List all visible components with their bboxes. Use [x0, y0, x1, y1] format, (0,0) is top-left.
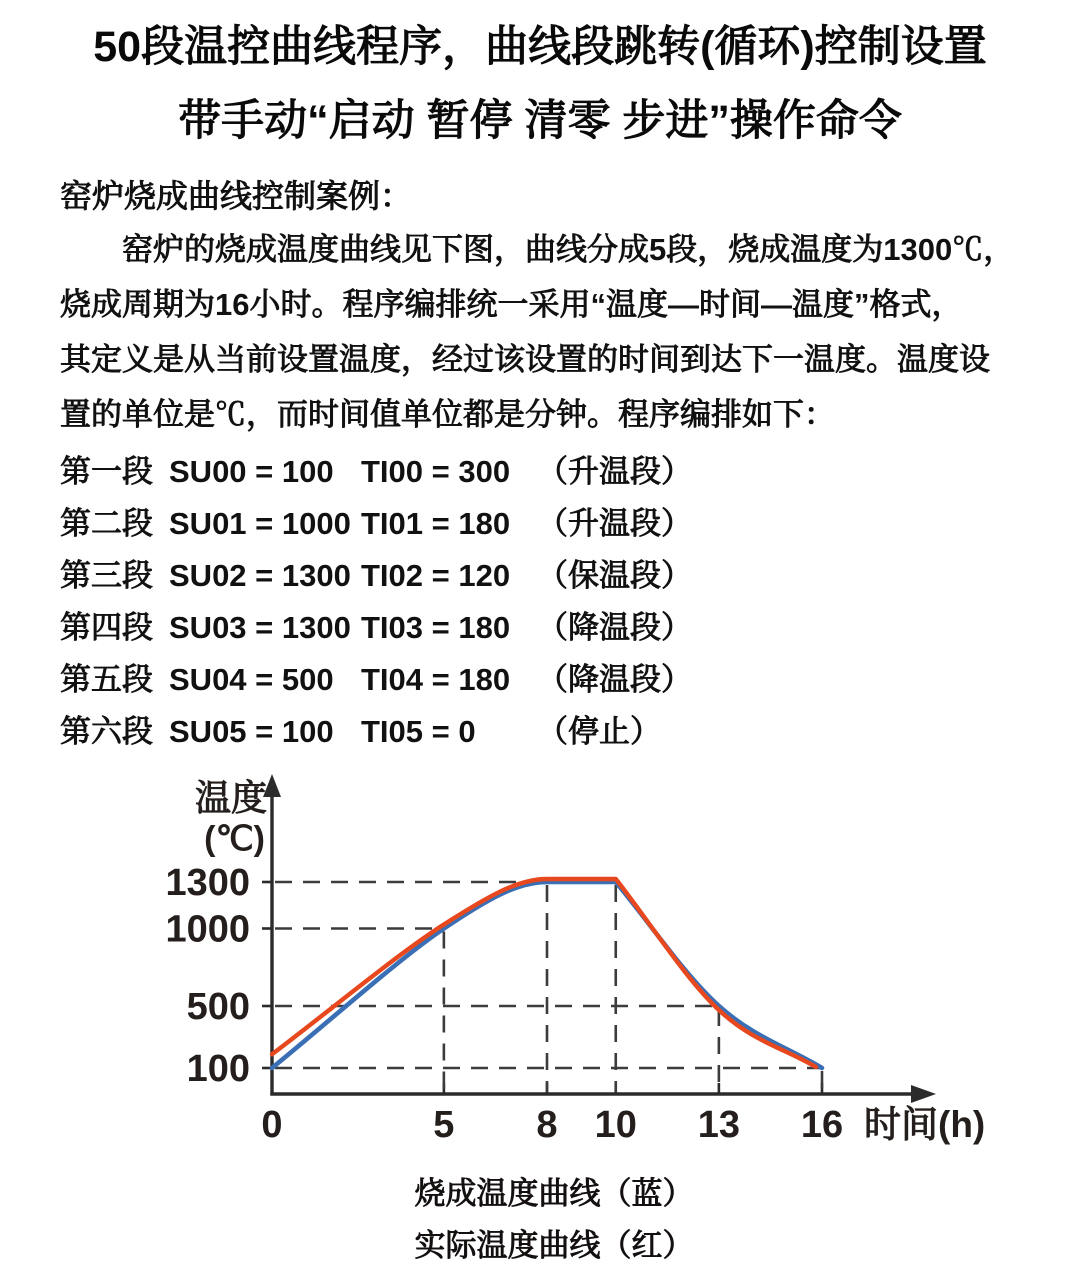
segment-label: 第三段	[60, 558, 153, 593]
su-value: SU01 = 1000	[169, 506, 351, 541]
ti-value: TI03 = 180	[361, 610, 511, 645]
ti-value: TI04 = 180	[361, 662, 511, 697]
x-tick-label: 16	[800, 1104, 844, 1146]
ti-value: TI05 = 0	[361, 714, 476, 749]
program-line-2	[60, 498, 1020, 550]
program-listing	[0, 446, 1080, 758]
program-line-5	[60, 654, 1020, 706]
x-tick-label: 13	[697, 1104, 741, 1146]
case-paragraph-line: 窑炉的烧成温度曲线见下图，曲线分成5段，烧成温度为1300℃，	[122, 232, 1015, 267]
case-heading: 窑炉烧成曲线控制案例：	[60, 178, 413, 214]
segment-note: （保温段）	[537, 558, 692, 593]
segment-note: （升温段）	[537, 454, 692, 489]
x-tick-label: 8	[536, 1104, 558, 1146]
y-tick-label: 100	[186, 1048, 250, 1090]
temperature-time-plot	[0, 766, 1080, 1166]
program-line-6	[60, 706, 1020, 758]
segment-note: （停止）	[537, 714, 661, 749]
segment-note: （升温段）	[537, 506, 692, 541]
program-line-4	[60, 602, 1020, 654]
case-paragraph-line: 其定义是从当前设置温度，经过该设置的时间到达下一温度。温度设	[60, 342, 990, 377]
segment-label: 第二段	[60, 506, 153, 541]
su-value: SU04 = 500	[169, 662, 334, 697]
chart-legend	[14, 1168, 1080, 1272]
x-tick-label: 10	[594, 1104, 637, 1146]
segment-note: （降温段）	[537, 610, 692, 645]
page-title-line2: 带手动“启动 暂停 清零 步进”操作命令	[178, 97, 902, 145]
ti-value: TI01 = 180	[361, 506, 511, 541]
case-description	[0, 170, 1080, 442]
legend-red-curve: 实际温度曲线（红）	[414, 1228, 694, 1263]
case-paragraph-line: 置的单位是℃，而时间值单位都是分钟。程序编排如下：	[60, 397, 835, 432]
x-axis-title: 时间(h)	[864, 1104, 986, 1145]
page-title	[0, 0, 1080, 152]
actual-curve-red	[272, 879, 816, 1067]
y-tick-label: 1300	[165, 862, 250, 904]
segment-label: 第四段	[60, 610, 153, 645]
y-tick-label: 1000	[165, 908, 250, 951]
x-tick-label: 5	[433, 1104, 455, 1146]
segment-label: 第六段	[60, 714, 153, 749]
kiln-firing-curve-chart	[0, 766, 1080, 1166]
y-tick-label: 500	[186, 986, 250, 1028]
program-line-3	[60, 550, 1020, 602]
su-value: SU03 = 1300	[169, 610, 351, 645]
x-tick-label: 0	[261, 1104, 283, 1146]
y-axis-title: 温度	[194, 777, 267, 818]
legend-blue-curve: 烧成温度曲线（蓝）	[414, 1176, 694, 1211]
page-title-line1: 50段温控曲线程序，曲线段跳转(循环)控制设置	[93, 23, 987, 71]
x-axis-arrow-icon	[911, 1085, 936, 1103]
su-value: SU00 = 100	[169, 454, 334, 489]
segment-note: （降温段）	[537, 662, 692, 697]
ti-value: TI02 = 120	[361, 558, 511, 593]
su-value: SU05 = 100	[169, 714, 334, 749]
su-value: SU02 = 1300	[169, 558, 351, 593]
ti-value: TI00 = 300	[361, 454, 511, 489]
case-paragraph-line: 烧成周期为16小时。程序编排统一采用“温度—时间—温度”格式，	[60, 287, 963, 322]
y-axis-unit: (℃)	[204, 820, 265, 858]
segment-label: 第一段	[60, 454, 153, 489]
program-line-1	[60, 446, 1020, 498]
segment-label: 第五段	[60, 662, 153, 697]
